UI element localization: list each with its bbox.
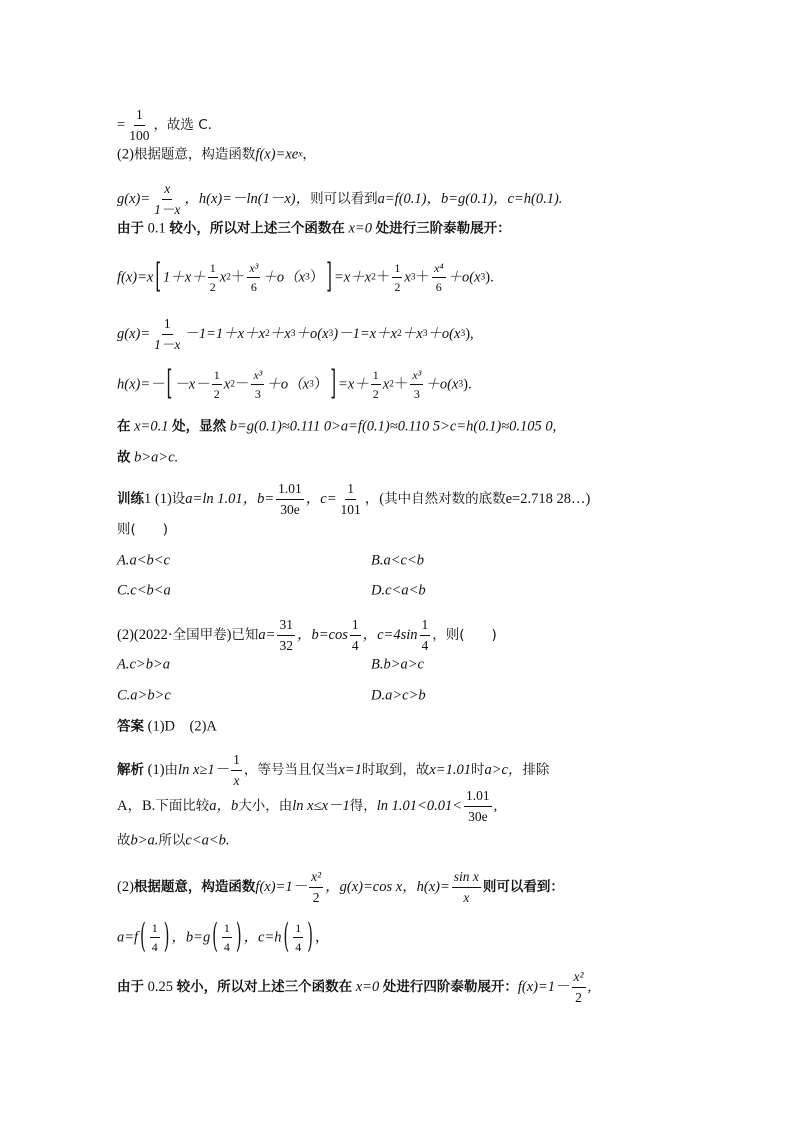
- numerator: 1: [350, 618, 361, 636]
- fraction-x2-over-2: [572, 970, 586, 1004]
- abc-assign: a=f(0.1)，b=g(0.1)，c=h(0.1).: [377, 191, 563, 207]
- little-o: ＋o（x: [266, 376, 310, 393]
- exponent: 3: [290, 329, 296, 339]
- observe-text: 则可以看到：: [482, 879, 564, 895]
- option-b: [371, 551, 424, 569]
- choice-text: ，故选 C.: [153, 117, 212, 133]
- exponent: 3: [422, 329, 428, 339]
- exponent: 2: [389, 379, 394, 390]
- numerator: 1: [420, 618, 431, 636]
- f-head: f(x)=x: [117, 269, 154, 286]
- text: 处进行三阶泰勒展开：: [375, 220, 511, 237]
- numerator: 1: [392, 262, 402, 278]
- value: x=1: [338, 762, 362, 778]
- conclusion: b>a>c.: [134, 449, 179, 466]
- func-f-body: (x)=xe: [259, 146, 299, 163]
- fraction-31-over-32: [277, 618, 295, 652]
- numerator: x: [162, 182, 172, 200]
- text: 时取到，故: [361, 762, 430, 778]
- denominator: 4: [295, 940, 302, 954]
- part-label: (2): [117, 879, 134, 895]
- option-b: [371, 655, 424, 673]
- comma: ,: [493, 798, 498, 814]
- left-paren: (: [212, 919, 218, 956]
- inequality: ln x≤x－1: [292, 798, 350, 814]
- denominator: 4: [151, 940, 158, 954]
- text: ，等号当且仅当: [243, 762, 339, 778]
- fraction-x3-over-3: [410, 369, 423, 400]
- option-text: C.a>b>c: [117, 687, 171, 704]
- fraction-1-over-4: [150, 922, 160, 953]
- period: ).: [485, 269, 494, 286]
- right-bracket: ]: [326, 259, 332, 296]
- conclusion-line: [117, 448, 178, 466]
- paren: ）: [309, 269, 325, 286]
- left-paren: (: [283, 919, 290, 956]
- fraction-half: [371, 369, 381, 400]
- little-o: ＋o(x: [425, 376, 459, 393]
- exponent: 2: [265, 329, 270, 339]
- fraction-1-over-4: [420, 618, 431, 652]
- denominator: 6: [250, 280, 257, 294]
- plus: ＋: [375, 269, 391, 286]
- text: 故: [117, 449, 131, 466]
- point: x=0: [348, 220, 372, 237]
- left-bracket: [: [155, 259, 162, 296]
- right-bracket: ]: [330, 366, 336, 403]
- right-paren: ): [307, 919, 313, 956]
- exponent: x: [298, 149, 303, 160]
- c-def: ，c=h: [243, 929, 282, 946]
- exponent: 3: [305, 272, 310, 283]
- question-number: (2)(2022·: [117, 627, 173, 643]
- term: =x＋: [337, 376, 369, 393]
- g-head: g(x)=: [117, 326, 151, 342]
- comparison-line: [117, 417, 556, 435]
- analysis-line-3: [117, 831, 230, 849]
- numerator: 1: [212, 369, 222, 385]
- numerator: x²: [572, 970, 586, 988]
- numerator: 1: [293, 922, 303, 938]
- solution-line-1: [117, 107, 212, 143]
- text: 由于: [117, 979, 144, 995]
- numerator: 31: [277, 618, 295, 636]
- exponent: 3: [328, 329, 334, 339]
- numerator: x⁴: [432, 262, 446, 278]
- text: 较小，所以对上述三个函数在: [176, 979, 353, 995]
- observe-text: 则可以看到: [310, 191, 378, 207]
- numerator: 1: [208, 262, 218, 278]
- fraction-x-over-1-minus-x: [152, 182, 182, 216]
- period: ).: [463, 376, 472, 393]
- comma: ，: [302, 146, 316, 163]
- b-def: ，b=cos: [296, 627, 348, 643]
- a-b-def: a=ln 1.01，b=: [185, 491, 275, 507]
- fraction-half: [212, 369, 222, 400]
- denominator: 101: [340, 501, 361, 517]
- numerator: sin x: [452, 870, 481, 888]
- answer-value: (1)D (2)A: [147, 718, 217, 735]
- construct-text: 根据题意，构造函数: [133, 879, 256, 895]
- analysis-line-5: [117, 919, 330, 956]
- minus: －: [234, 376, 250, 393]
- plus: ＋: [393, 376, 409, 393]
- value: 0.25: [147, 979, 173, 995]
- text: 下面比较: [155, 798, 210, 814]
- left-paren: (: [140, 919, 146, 956]
- denominator: 2: [394, 280, 401, 294]
- exponent: 2: [230, 379, 235, 390]
- denominator: 2: [372, 387, 379, 401]
- option-text: B.b>a>c: [371, 656, 424, 673]
- numerator: x²: [309, 870, 323, 888]
- fraction-x3-over-3: [251, 369, 264, 400]
- options: A，B.: [117, 798, 156, 814]
- taylor-intro-line: [117, 219, 511, 237]
- func-f: f: [255, 146, 260, 163]
- option-text: A.c>b>a: [117, 656, 170, 673]
- h-expansion-line: [117, 366, 472, 403]
- a-def: a=: [258, 627, 276, 643]
- denominator: 32: [279, 637, 293, 653]
- h-def: ，h(x)=－ln(1－x)，: [184, 191, 311, 207]
- comma: ),: [465, 326, 474, 342]
- plus: ＋: [415, 269, 431, 286]
- relation: b>a.: [130, 832, 159, 849]
- vars: a，b: [209, 798, 239, 814]
- fraction-x2-over-2: [309, 870, 323, 904]
- exponent: 3: [460, 329, 466, 339]
- text: 排除: [522, 762, 550, 778]
- numerator: 1: [150, 922, 160, 938]
- answer-label: 答案: [117, 718, 144, 735]
- option-text: B.a<c<b: [371, 552, 424, 569]
- denominator: x: [233, 772, 240, 788]
- denominator: 4: [351, 637, 359, 653]
- option-d: [371, 686, 426, 704]
- question-blank: [117, 520, 168, 538]
- value: 0.1: [147, 220, 166, 237]
- fraction-1-over-4: [350, 618, 361, 652]
- analysis-label: 解析: [117, 762, 144, 778]
- text: 在: [117, 418, 131, 435]
- inequality: ln 1.01<0.01<: [376, 798, 462, 814]
- b-def: ，b=g: [171, 929, 211, 946]
- comparison: b=g(0.1)≈0.111 0>a=f(0.1)≈0.110 5>c=h(0.1)≈0.105 0,: [229, 418, 557, 435]
- denominator: 30e: [280, 501, 300, 517]
- c-def: ，c=: [305, 491, 337, 507]
- e-value: e=2.718 28…): [505, 491, 591, 507]
- text: 得，: [349, 798, 377, 814]
- term: x: [382, 376, 390, 393]
- construct-text: 根据题意，构造函数: [133, 146, 256, 163]
- point: x=0: [355, 979, 380, 995]
- term: )－1=x＋x: [333, 326, 397, 342]
- term: －1=1＋x＋x: [184, 326, 266, 342]
- denominator: x: [463, 889, 470, 905]
- fraction-1-over-x: [231, 753, 242, 787]
- exponent: 3: [480, 272, 486, 283]
- option-c: [117, 686, 171, 704]
- numerator: x³: [247, 262, 260, 278]
- g-def-head: g(x)=: [117, 191, 151, 207]
- text: 处进行四阶泰勒展开：: [382, 979, 518, 995]
- fraction-1-over-4: [222, 922, 232, 953]
- little-o: ＋o(x: [447, 269, 481, 286]
- numerator: 1: [162, 317, 173, 335]
- paren: ，(: [364, 491, 385, 507]
- training-1-question-2: [117, 617, 497, 653]
- text: 所以: [158, 832, 186, 849]
- equals-sign: =: [117, 117, 126, 133]
- little-o: ＋o（x: [262, 269, 306, 286]
- denominator: 4: [421, 637, 429, 653]
- term: ＋x: [269, 326, 291, 342]
- option-text: D.c<a<b: [371, 582, 426, 599]
- option-a: [117, 551, 170, 569]
- term: =x＋x: [333, 269, 372, 286]
- comma: ,: [587, 979, 592, 995]
- option-text: A.a<b<c: [117, 552, 170, 569]
- denominator: 100: [129, 127, 150, 143]
- text: 由: [164, 762, 179, 778]
- term: x: [219, 269, 227, 286]
- text: 则( ): [117, 521, 169, 538]
- fraction-x4-over-6: [432, 262, 446, 293]
- fraction-sinx-over-x: [452, 870, 481, 904]
- numerator: x³: [251, 369, 264, 385]
- numerator: 1: [345, 482, 356, 500]
- denominator: 1－x: [154, 336, 181, 352]
- fraction-half: [208, 262, 218, 293]
- text: 时: [470, 762, 485, 778]
- numerator: 1: [134, 108, 145, 126]
- term: x: [223, 376, 231, 393]
- f-expansion-line: [117, 259, 494, 296]
- right-paren: ): [235, 919, 242, 956]
- text: 较小，所以对上述三个函数在: [169, 220, 345, 237]
- paren: ）: [313, 376, 329, 393]
- option-d: [371, 581, 426, 599]
- training-1-question-1: [117, 481, 591, 517]
- term: 1＋x＋: [163, 269, 206, 286]
- denominator: 6: [435, 280, 442, 294]
- h-head: h(x)=－: [117, 376, 165, 393]
- training-label: 训练: [117, 491, 144, 507]
- inequality: ln x≥1－: [178, 762, 230, 778]
- numerator: 1: [222, 922, 232, 938]
- comma: ，: [314, 929, 330, 946]
- left-bracket: [: [166, 366, 173, 403]
- denominator: 2: [213, 387, 220, 401]
- option-a: [117, 655, 170, 673]
- question-number: 1 (1): [144, 491, 172, 507]
- fraction-1-over-100: [127, 108, 151, 142]
- exponent: 3: [410, 272, 416, 283]
- numerator: 1: [371, 369, 381, 385]
- part-label: (1): [147, 762, 165, 778]
- term: x: [404, 269, 411, 286]
- fraction-1-over-1-minus-x: [152, 317, 182, 351]
- analysis-line-6: [117, 969, 592, 1005]
- text: 已知: [231, 627, 259, 643]
- fraction-1-over-101: [339, 482, 363, 516]
- denominator: 30e: [468, 808, 488, 824]
- f-expansion: f(x)=1－: [517, 979, 570, 995]
- denominator: 1－x: [154, 201, 181, 217]
- fraction-x3-over-6: [247, 262, 260, 293]
- numerator: 1.01: [276, 482, 304, 500]
- exponent: 2: [226, 272, 231, 283]
- value: x=1.01: [429, 762, 471, 778]
- note-text: 其中自然对数的底数: [384, 491, 506, 507]
- fraction-half: [392, 262, 402, 293]
- denominator: 2: [575, 989, 582, 1005]
- denominator: 3: [413, 387, 420, 401]
- construct-f-line: [117, 145, 316, 163]
- a-def: a=f: [117, 929, 139, 946]
- point: x=0.1: [134, 418, 169, 435]
- plus: ＋: [230, 269, 246, 286]
- option-text: D.a>c>b: [371, 687, 426, 704]
- f-def: f(x)=1－: [255, 879, 308, 895]
- text: 处，显然: [172, 418, 227, 435]
- denominator: 4: [223, 940, 230, 954]
- term: －x－: [174, 376, 210, 393]
- option-c: [117, 581, 171, 599]
- numerator: x³: [410, 369, 423, 385]
- answer-line: [117, 717, 217, 735]
- denominator: 3: [254, 387, 261, 401]
- analysis-line-2: [117, 788, 498, 824]
- little-o: ＋o(x: [295, 326, 329, 342]
- define-g-h-line: [117, 181, 563, 217]
- relation: a>c，: [484, 762, 523, 778]
- text: ，则( ): [432, 627, 497, 643]
- exponent: 2: [397, 329, 402, 339]
- term: ＋x: [401, 326, 423, 342]
- exam-source: 全国甲卷: [172, 627, 227, 643]
- option-text: C.c<b<a: [117, 582, 171, 599]
- analysis-line-1: [117, 752, 550, 788]
- numerator: 1: [231, 753, 242, 771]
- exponent: 3: [309, 379, 314, 390]
- little-o: ＋o(x: [427, 326, 461, 342]
- fraction-1.01-over-30e: [464, 789, 492, 823]
- text: 大小，由: [238, 798, 293, 814]
- c-def: ，c=4sin: [362, 627, 418, 643]
- text: 由于: [117, 220, 144, 237]
- numerator: 1.01: [464, 789, 492, 807]
- part-label: (2): [117, 146, 134, 163]
- g-expansion-line: [117, 316, 474, 352]
- fraction-1.01-over-30e: [276, 482, 304, 516]
- g-h-def: ，g(x)=cos x，h(x)=: [325, 879, 450, 895]
- denominator: 2: [209, 280, 216, 294]
- analysis-line-4: [117, 869, 564, 905]
- denominator: 2: [312, 889, 320, 905]
- right-paren: ): [163, 919, 170, 956]
- text: 设: [171, 491, 186, 507]
- exponent: 2: [371, 272, 376, 283]
- exponent: 3: [458, 379, 464, 390]
- fraction-1-over-4: [293, 922, 303, 953]
- conclusion: c<a<b.: [185, 832, 230, 849]
- paren: ): [226, 627, 232, 643]
- text: 故: [117, 832, 131, 849]
